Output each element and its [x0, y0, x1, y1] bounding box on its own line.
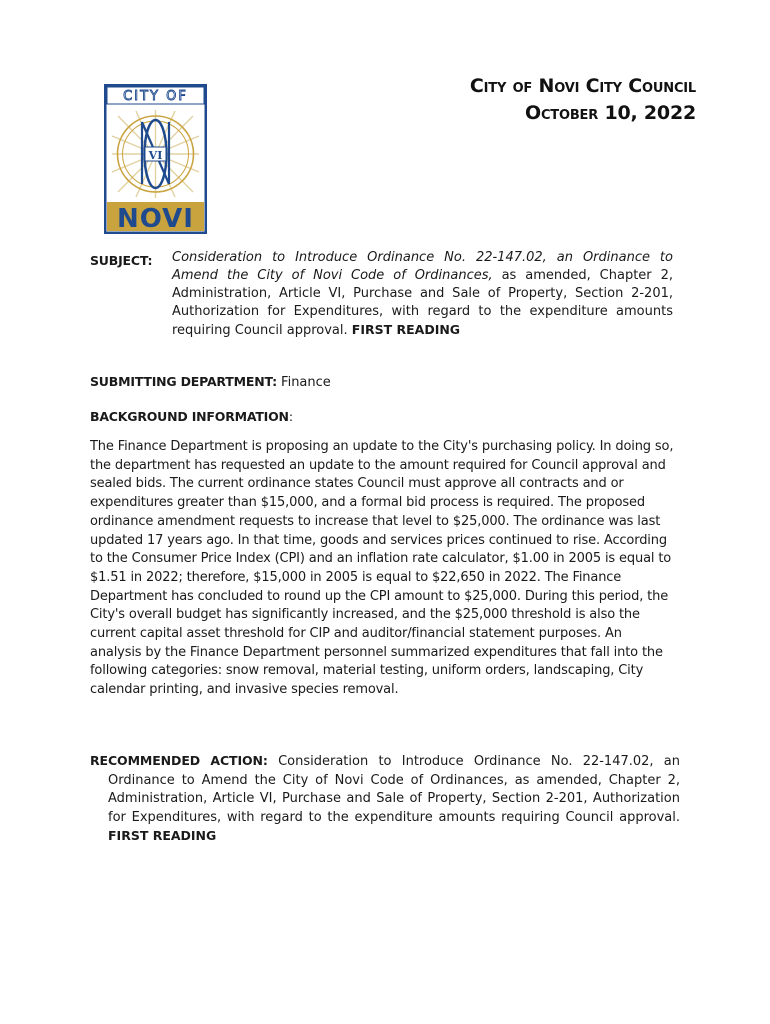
recommended-action [90, 752, 680, 847]
department-label: SUBMITTING DEPARTMENT: [90, 374, 277, 389]
recommended-first-reading: FIRST READING [108, 828, 217, 844]
background-heading [90, 408, 293, 426]
document-heading [470, 74, 696, 125]
subject-first-reading: FIRST READING [351, 322, 461, 337]
background-heading-text: BACKGROUND INFORMATION [90, 409, 289, 424]
subject-label: SUBJECT: [90, 253, 153, 268]
subject-text [172, 249, 673, 340]
subject-plain-text: as amended, Chapter 2, Administration, Article VI, Purchase and Sale of Property, Section 2-201, Authorization for Expenditures, with regard to the expenditure amounts requiring Council approval. [172, 268, 673, 338]
recommended-action-text: Consideration to Introduce Ordinance No. 22-147.02, an Ordinance to Amend the City of Novi Code of Ordinances, as amended, Chapter 2, Administration, Article VI, Purchase and Sale of Property, Section 2-201, Authorization for Expenditures, with regard to the expenditure amounts requiring Council approval. [108, 754, 681, 825]
background-body: The Finance Department is proposing an update to the City's purchasing policy. In doing so, the department has requested an update to the amount required for Council approval and sealed bids. The current ordinance states Council must approve all contracts and or expenditures greater than $15,000, and a formal bid process is required. The proposed ordinance amendment requests to increase that level to $25,000. The ordinance was last updated 17 years ago. In that time, goods and services prices continued to rise. According to the Consumer Price Index (CPI) and an inflation rate calculator, $1.00 in 2005 is equal to $1.51 in 2022; therefore, $15,000 in 2005 is equal to $22,650 in 2022. The Finance Department has concluded to round up the CPI amount to $25,000. During this period, the City's overall budget has significantly increased, and the $25,000 threshold is also the current capital asset threshold for CIP and auditor/financial statement purposes. An analysis by the Finance Department personnel summarized expenditures that fall into the following categories: snow removal, material testing, uniform orders, landscaping, City calendar printing, and invasive species removal. [90, 439, 674, 698]
submitting-department [90, 373, 331, 392]
department-value: Finance [276, 375, 331, 390]
council-title: City of Novi City Council [469, 75, 696, 97]
subject-italic-text: Consideration to Introduce Ordinance No. 22-147.02, an Ordinance to Amend the City of Novi Code of Ordinances, [172, 250, 673, 283]
recommended-action-label: RECOMMENDED ACTION: [90, 753, 268, 768]
background-heading-colon: : [288, 409, 293, 424]
logo-top-text: CITY OF [123, 89, 188, 104]
city-of-novi-seal-logo [104, 84, 207, 234]
meeting-date: October 10, 2022 [525, 102, 696, 124]
logo-center-text: VI [148, 149, 163, 162]
logo-bottom-text: NOVI [117, 204, 194, 234]
